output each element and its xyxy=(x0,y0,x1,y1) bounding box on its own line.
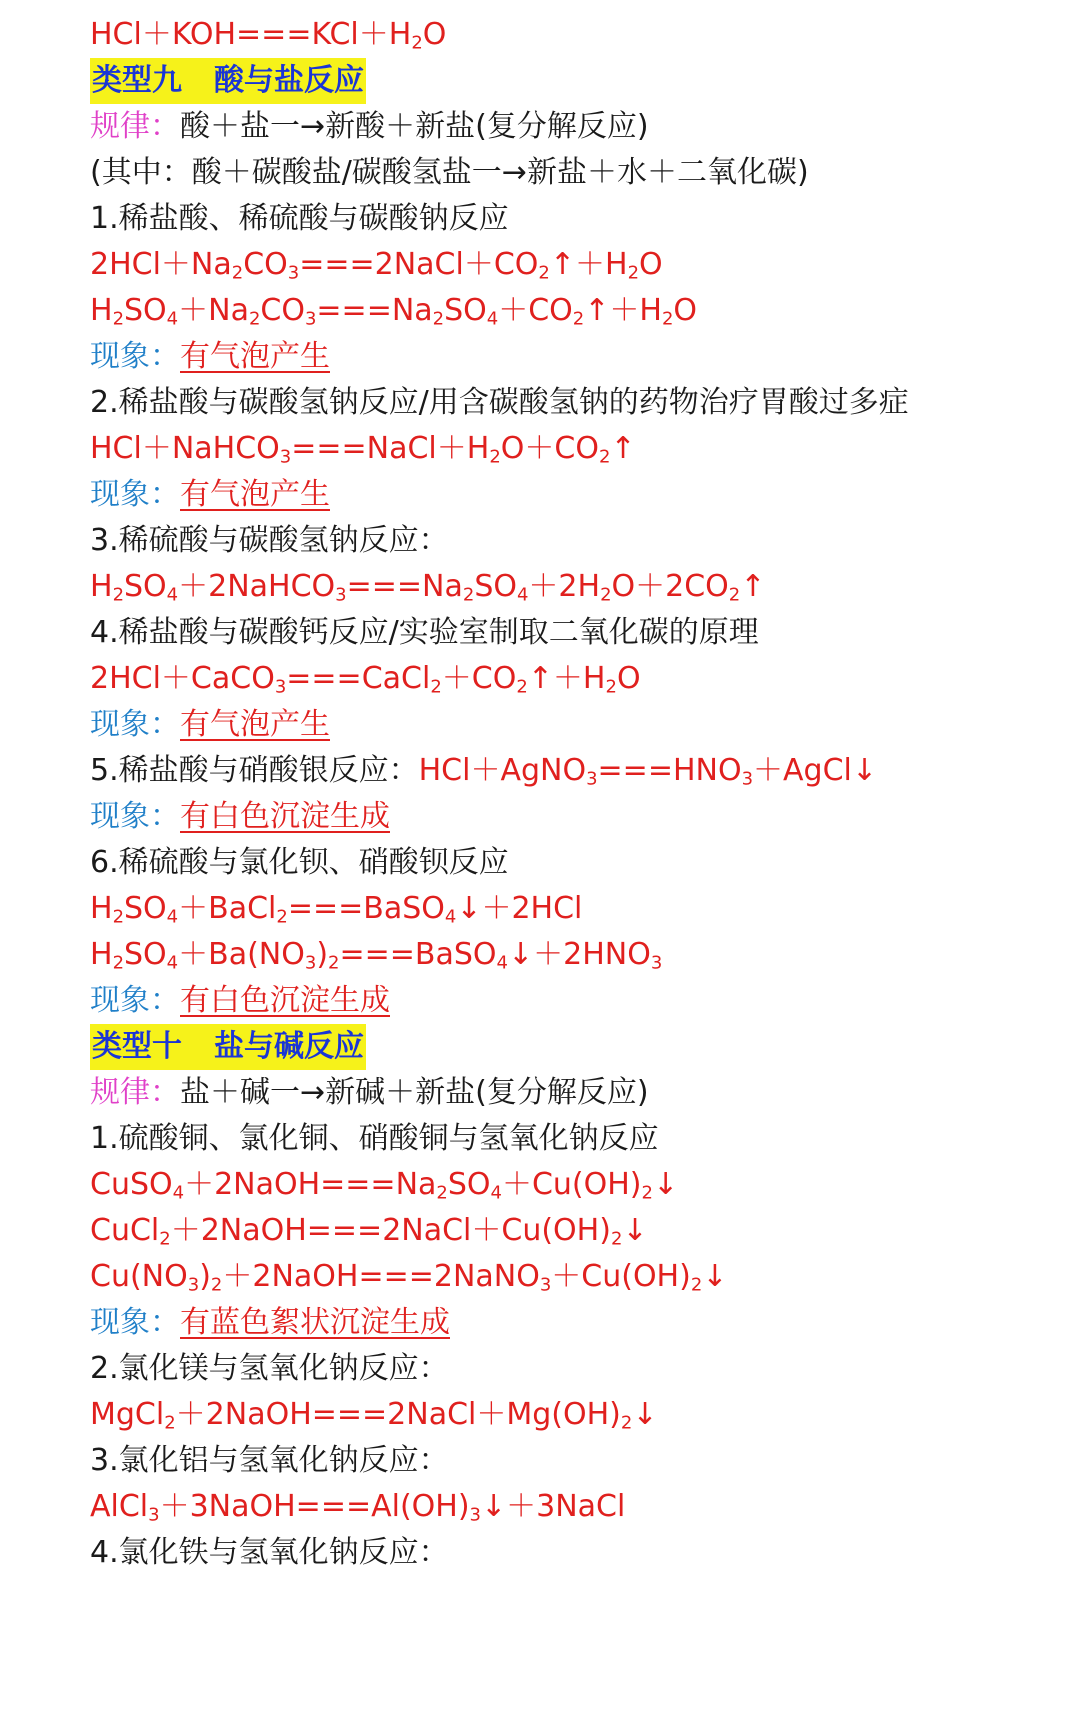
item-heading: 4.稀盐酸与碳酸钙反应/实验室制取二氧化碳的原理 xyxy=(90,615,759,650)
section-nine-heading: 类型九 酸与盐反应 xyxy=(90,56,366,106)
phenomenon-line xyxy=(90,1298,450,1348)
phenomenon-label: 现象： xyxy=(90,983,180,1018)
item-heading: 6.稀硫酸与氯化钡、硝酸钡反应 xyxy=(90,845,509,880)
phenomenon-label: 现象： xyxy=(90,477,180,512)
phenomenon-label: 现象： xyxy=(90,339,180,374)
phenomenon-text: 有蓝色絮状沉淀生成 xyxy=(180,1305,450,1340)
section-nine-note: (其中：酸＋碳酸盐/碳酸氢盐一→新盐＋水＋二氧化碳) xyxy=(90,155,809,190)
item-heading: 1.稀盐酸、稀硫酸与碳酸钠反应 xyxy=(90,201,509,236)
equation: $H_2SO_4+2NaHCO_3===Na_2SO_4+2H_2O+2CO_2↑$ xyxy=(90,569,766,606)
phenomenon-text: 有白色沉淀生成 xyxy=(180,799,390,834)
phenomenon-line xyxy=(90,700,330,750)
item-heading: 3.氯化铝与氢氧化钠反应： xyxy=(90,1443,449,1478)
section-ten-heading: 类型十 盐与碱反应 xyxy=(90,1022,366,1072)
equation: $Cu(NO_3)_2+2NaOH===2NaNO_3+Cu(OH)_2↓$ xyxy=(90,1259,728,1296)
item-heading: 5.稀盐酸与硝酸银反应： xyxy=(90,753,419,788)
phenomenon-line xyxy=(90,470,330,520)
equation: $H_2SO_4+Ba(NO_3)_2===BaSO_4↓+2HNO_3$ xyxy=(90,937,663,974)
section-ten-rule xyxy=(90,1068,649,1118)
equation: $MgCl_2+2NaOH===2NaCl+Mg(OH)_2↓$ xyxy=(90,1397,658,1434)
phenomenon-label: 现象： xyxy=(90,707,180,742)
equation: $HCl+NaHCO_3===NaCl+H_2O+CO_2↑$ xyxy=(90,431,636,468)
phenomenon-text: 有气泡产生 xyxy=(180,339,330,374)
rule-label: 规律： xyxy=(90,109,180,144)
equation: $H_2SO_4+Na_2CO_3===Na_2SO_4+CO_2↑+H_2O$ xyxy=(90,293,698,330)
rule-text: 酸＋盐一→新酸＋新盐(复分解反应) xyxy=(180,109,649,144)
equation: $2HCl+CaCO_3===CaCl_2+CO_2↑+H_2O$ xyxy=(90,661,641,698)
equation: $CuCl_2+2NaOH===2NaCl+Cu(OH)_2↓$ xyxy=(90,1213,648,1250)
phenomenon-text: 有白色沉淀生成 xyxy=(180,983,390,1018)
phenomenon-text: 有气泡产生 xyxy=(180,477,330,512)
phenomenon-label: 现象： xyxy=(90,1305,180,1340)
rule-text: 盐＋碱一→新碱＋新盐(复分解反应) xyxy=(180,1075,649,1110)
equation: $CuSO_4+2NaOH===Na_2SO_4+Cu(OH)_2↓$ xyxy=(90,1167,679,1204)
item-with-equation xyxy=(90,746,877,796)
equation: $H_2SO_4+BaCl_2===BaSO_4↓+2HCl$ xyxy=(90,891,583,928)
phenomenon-line xyxy=(90,976,390,1026)
phenomenon-line xyxy=(90,332,330,382)
equation: $HCl+AgNO_3===HNO_3+AgCl↓$ xyxy=(418,753,878,790)
section-nine-rule xyxy=(90,102,649,152)
equation: $AlCl_3+3NaOH===Al(OH)_3↓+3NaCl$ xyxy=(90,1489,626,1526)
item-heading: 2.氯化镁与氢氧化钠反应： xyxy=(90,1351,449,1386)
equation: $2HCl+Na_2CO_3===2NaCl+CO_2↑+H_2O$ xyxy=(90,247,663,284)
item-heading: 4.氯化铁与氢氧化钠反应： xyxy=(90,1535,449,1570)
item-heading: 2.稀盐酸与碳酸氢钠反应/用含碳酸氢钠的药物治疗胃酸过多症 xyxy=(90,385,909,420)
item-heading: 1.硫酸铜、氯化铜、硝酸铜与氢氧化钠反应 xyxy=(90,1121,659,1156)
phenomenon-text: 有气泡产生 xyxy=(180,707,330,742)
phenomenon-label: 现象： xyxy=(90,799,180,834)
rule-label: 规律： xyxy=(90,1075,180,1110)
phenomenon-line xyxy=(90,792,390,842)
equation-hcl-koh: $HCl+KOH===KCl+H_2O$ xyxy=(90,17,447,54)
item-heading: 3.稀硫酸与碳酸氢钠反应： xyxy=(90,523,449,558)
